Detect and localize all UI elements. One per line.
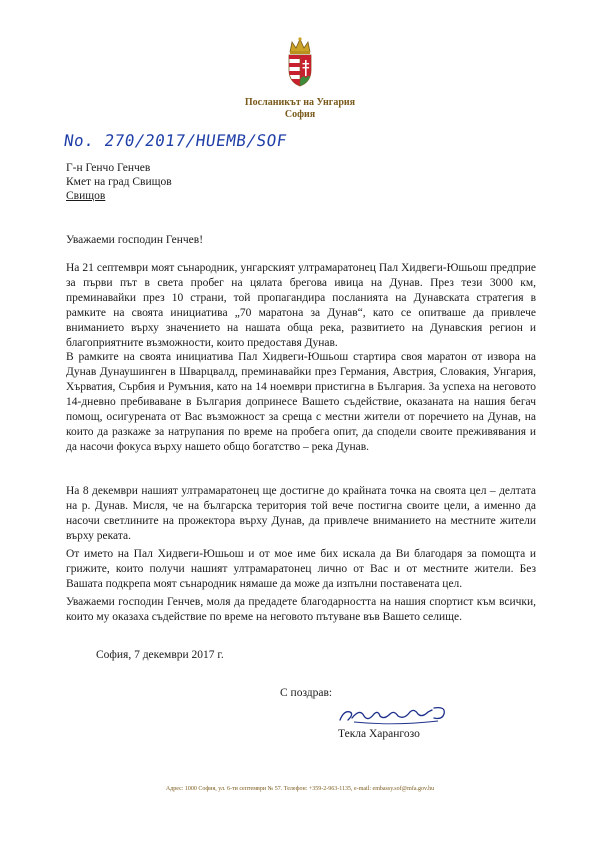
recipient-title: Кмет на град Свищов — [66, 176, 172, 188]
handwritten-signature-icon — [334, 702, 454, 728]
body-paragraph-4: От името на Пал Хидвеги-Юшьош и от мое име бих искала да Ви благодаря за помощта и грижите, които получи нашият ултрамаратонец лично от Вас и от местните жители. Без Вашата подкрепа моят сънародник нямаше да може да изпълни поставената цел. — [66, 548, 536, 590]
closing: С поздрав: — [280, 687, 333, 699]
recipient-city: Свищов — [66, 190, 106, 202]
letterhead-title: Посланикът на Унгария — [244, 97, 356, 108]
body-paragraph-3: На 8 декември нашият ултрамаратонец ще достигне до крайната точка на своята цел – делтата на р. Дунав. Мисля, че на българска територия той вече постигна своите цели, а именно да насочи светлините на прожектора върху Дунав, да привлече вниманието на местните жители върху реката. — [66, 485, 536, 542]
hungarian-coat-of-arms-icon — [286, 36, 314, 88]
body-paragraph-2: В рамките на своята инициатива Пал Хидвеги-Юшьош стартира своя маратон от извора на Дунав Дунаушинген в Шварцвалд, преминавайки през Германия, Австрия, Словакия, Унгария, Хърватия, Сърбия и Румъния, като на 14 ноември пристигна в България. За успеха на неговото 14-дневно пребиваване в България допринесе Вашето съдействие, оказаната на нашия бегач помощ, осигурената от Вас възможност за среща с местни жители от поречието на Дунав, на които да разкаже за натрупания по време на пробега опит, да сподели своите преживявания и да насочи фокуса върху нашето общо богатство – река Дунав. — [66, 351, 536, 453]
signer-name: Текла Харангозо — [338, 728, 420, 740]
letterhead-city: София — [284, 109, 316, 120]
body-paragraph-1: На 21 септември моят сънародник, унгарският ултрамаратонец Пал Хидвеги-Юшьош предприе за първи път в света пробег на цялата брегова ивица на Дунав. През тези 3000 км, преминавайки през 10 страни, той пропагандира посланията на Дунавската стратегия в рамките на своята инициатива „70 маратона за Дунав“, като се опитваше да привлече вниманието върху значението на нашата обща река, развитието на Дунавския регион и благоприятните възможности, които предоставя Дунав. — [66, 262, 536, 349]
salutation: Уважаеми господин Генчев! — [66, 234, 204, 246]
recipient-name: Г-н Генчо Генчев — [66, 162, 151, 174]
footer-address: Адрес: 1000 София, ул. 6-ти септември № 57. Телефон: +359-2-963-1135, e-mail: embassy.sof@mfa.gov.hu — [165, 786, 435, 792]
date-line: София, 7 декември 2017 г. — [96, 649, 224, 661]
body-paragraph-5: Уважаеми господин Генчев, моля да предадете благодарността на нашия спортист към всички, които му оказаха съдействие по време на неговото пътуване във Вашето селище. — [66, 596, 536, 623]
reference-number: No. 270/2017/HUEMB/SOF — [62, 131, 289, 150]
